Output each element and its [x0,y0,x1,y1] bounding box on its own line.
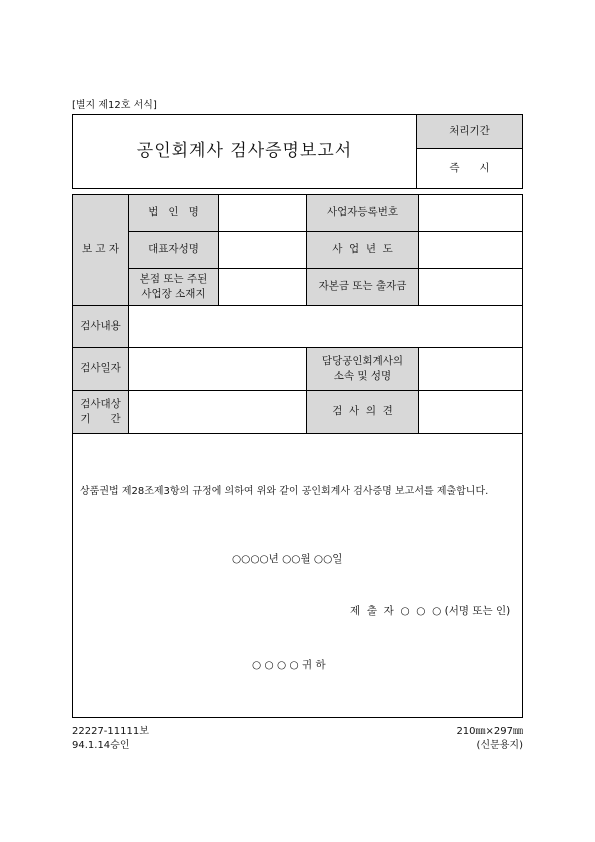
form-label: [별지 제12호 서식] [72,100,157,111]
capital-field[interactable] [419,269,522,305]
inspection-content-label: 검사내용 [80,319,121,332]
rep-name-label: 대표자성명 [148,243,199,256]
form-code: 22227-11111보 [72,726,149,737]
biz-reg-no-field[interactable] [419,195,522,231]
cpa-label: 담당공인회계사의 소속 및 성명 [321,354,404,382]
inspection-date-label: 검사일자 [80,362,121,375]
page-title: 공인회계사 검사증명보고서 [136,141,353,162]
paper-size: 210㎜×297㎜ [456,726,523,737]
corp-name-field[interactable] [219,195,306,231]
capital-label: 자본금 또는 출자금 [318,280,407,293]
statement-text: 상품권법 제28조제3항의 규정에 의하여 위와 같이 공인회계사 검사증명 보고서를 제출합니다. [80,486,489,497]
inspection-period-label: 검사대상 기 간 [80,397,121,425]
paper-type: (신문용지) [476,740,523,751]
opinion-field[interactable] [419,391,522,433]
recipient-line: ○ ○ ○ ○ 귀 하 [252,659,326,671]
office-location-field[interactable] [219,269,306,305]
opinion-label: 검 사 의 견 [332,405,393,418]
inspection-date-field[interactable] [129,348,306,390]
corp-name-label: 법 인 명 [148,206,199,219]
inspection-content-field[interactable] [129,306,522,347]
reporter-label: 보 고 자 [81,243,120,256]
processing-value: 즉 시 [449,161,490,174]
processing-label: 처리기간 [417,115,522,148]
biz-year-field[interactable] [419,232,522,268]
office-location-label: 본점 또는 주된 사업장 소재지 [139,272,208,300]
cpa-field[interactable] [419,348,522,390]
biz-reg-no-label: 사업자등록번호 [326,206,398,219]
inspection-period-field[interactable] [129,391,306,433]
biz-year-label: 사 업 년 도 [332,243,393,256]
date-line: ○○○○년 ○○월 ○○일 [232,553,343,565]
approval-date: 94.1.14승인 [72,740,130,751]
rep-name-field[interactable] [219,232,306,268]
submitter-line: 제 출 자 ○ ○ ○ (서명 또는 인) [350,605,511,617]
